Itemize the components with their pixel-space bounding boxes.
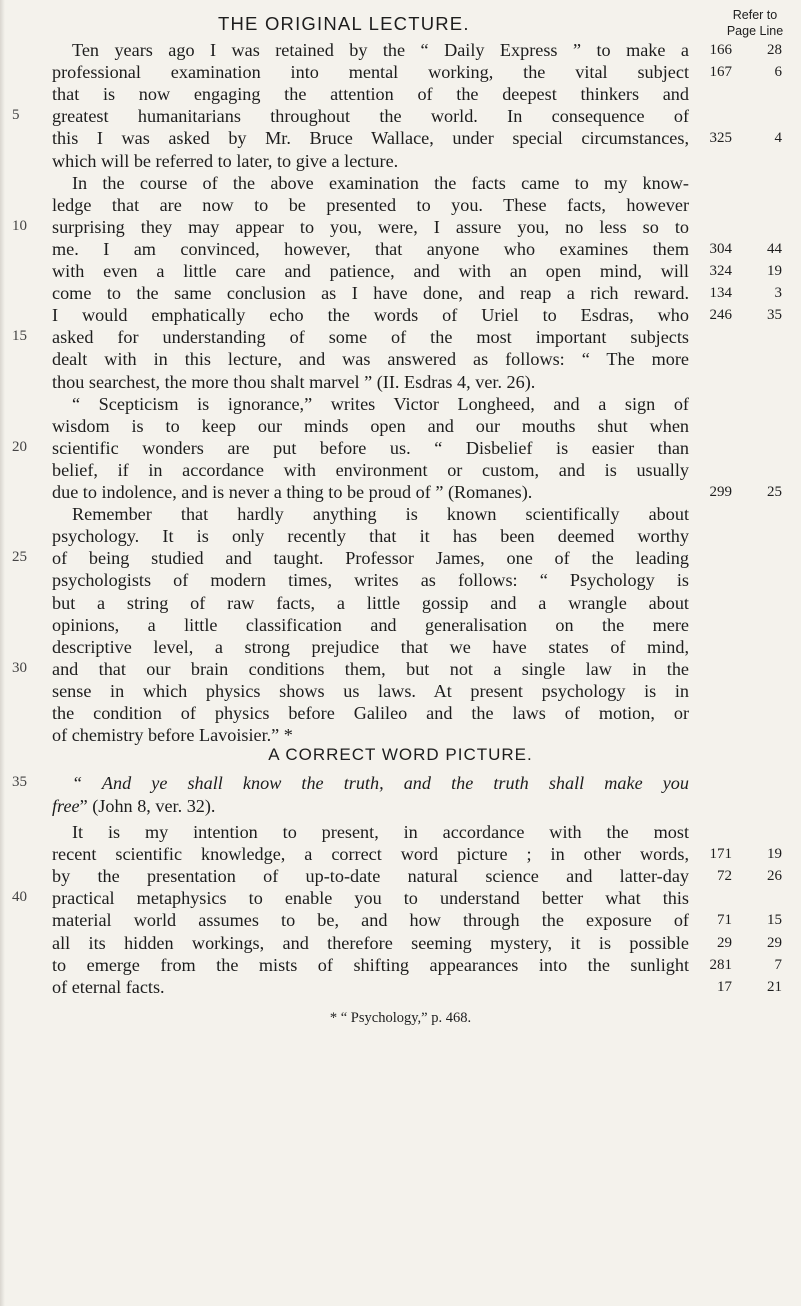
text-line [0,681,801,704]
body-text-line: which will be referred to later, to give a lecture. [52,150,399,171]
text-line [0,933,801,956]
text-line [0,195,801,218]
reference-line-number: 28 [767,42,782,58]
body-text-line: asked for understanding of some of the most important subjects [52,327,689,348]
reference-page-number: 171 [709,846,732,863]
body-text-line: the condition of physics before Galileo and the laws of motion, or [52,703,689,723]
body-text-line: Remember that hardly anything is known scientifically about [72,504,689,525]
text-line [0,548,801,571]
reference-line-number: 26 [767,868,782,885]
text-line [0,151,801,174]
body-text-line: descriptive level, a strong prejudice that we have states of mind, [52,636,689,657]
body-text-line: ledge that are now to be presented to you. These facts, however [52,194,689,215]
line-number: 35 [12,774,27,790]
text-line [0,349,801,372]
reference-line-number: 44 [767,240,782,257]
text-line [0,128,801,151]
text-line [0,659,801,682]
body-text-line: of being studied and taught. Professor James, one of the leading [52,548,689,569]
epigraph-line-2 [52,796,689,817]
text-line [0,460,801,483]
body-text-line: sense in which physics shows us laws. At present psychology is in [52,680,689,701]
text-line [0,977,801,1000]
refer-label-line-1: Refer to [732,8,778,22]
reference-page-number: 71 [717,912,732,929]
reference-page-number: 299 [709,484,732,500]
body-text-line: surprising they may appear to you, were, I assure you, no less so to [52,216,689,237]
body-text-line: psychology. It is only recently that it has been deemed worthy [52,526,689,547]
text-line [0,438,801,461]
text-line [0,327,801,350]
epigraph-italic-free: free [52,796,80,816]
body-text-line: me. I am convinced, however, that anyone who examines them [52,238,689,259]
body-text-line: greatest humanitarians throughout the world. In consequence of [52,106,689,127]
line-number: 40 [12,889,27,906]
text-line [0,773,801,796]
text-line [0,910,801,933]
text-line [0,482,801,505]
refer-to-column-label [710,7,800,39]
epigraph-citation: ” (John 8, ver. 32). [79,796,216,816]
text-line [0,593,801,616]
reference-line-number: 3 [774,285,782,302]
text-line [0,504,801,527]
reference-page-number: 167 [709,64,732,81]
text-line [0,888,801,911]
text-line [0,239,801,262]
reference-line-number: 21 [767,978,782,995]
line-number: 20 [12,438,27,455]
body-text-line: recent scientific knowledge, a correct word picture ; in other words, [52,844,689,865]
body-text-line: wisdom is to keep our minds open and our mouths shut when [52,415,689,436]
body-text-line: I would emphatically echo the words of Uriel to Esdras, who [52,305,689,326]
body-text-line: and that our brain conditions them, but not a single law in the [52,658,689,679]
body-text-line: of chemistry before Lavoisier.” * [52,725,293,746]
reference-line-number: 6 [774,64,782,81]
text-line [0,40,801,63]
body-text-line: material world assumes to be, and how through the exposure of [52,910,689,931]
text-line [0,261,801,284]
reference-page-number: 17 [717,978,732,995]
epigraph-line-1 [72,773,689,794]
reference-line-number: 35 [767,307,782,324]
reference-line-number: 29 [767,934,782,951]
body-text-line: In the course of the above examination the facts came to my know- [72,172,689,193]
body-text-line: It is my intention to present, in accordance with the most [72,822,689,842]
reference-page-number: 281 [709,956,732,973]
body-text-line: Ten years ago I was retained by the “ Daily Express ” to make a [72,40,689,60]
body-text-line: due to indolence, and is never a thing to be proud of ” (Romanes). [52,482,533,502]
body-text-line: all its hidden workings, and therefore seeming mystery, it is possible [52,932,689,953]
reference-line-number: 7 [774,956,782,973]
reference-page-number: 29 [717,934,732,951]
body-text-line: that is now engaging the attention of the deepest thinkers and [52,84,689,105]
body-text-line: come to the same conclusion as I have done, and reap a rich reward. [52,283,689,304]
body-text-line: practical metaphysics to enable you to understand better what this [52,888,689,909]
text-line [0,866,801,889]
reference-page-number: 324 [709,263,732,279]
line-number: 15 [12,328,27,345]
body-text-line: thou searchest, the more thou shalt marvel ” (II. Esdras 4, ver. 26). [52,371,536,392]
text-line [0,62,801,85]
text-line [0,416,801,439]
text-line [0,822,801,845]
body-text-line: this I was asked by Mr. Bruce Wallace, under special circumstances, [52,128,689,149]
text-line [0,526,801,549]
text-line [0,84,801,107]
text-line [0,394,801,417]
line-number: 10 [12,217,27,234]
body-text-line: “ Scepticism is ignorance,” writes Victor Longheed, and a sign of [72,393,689,414]
reference-line-number: 15 [767,912,782,929]
body-text-line: opinions, a little classification and generalisation on the mere [52,614,689,635]
text-line [0,844,801,867]
body-text-line: dealt with in this lecture, and was answered as follows: “ The more [52,349,689,370]
text-line [0,372,801,395]
reference-page-number: 166 [709,42,732,58]
body-text-line: to emerge from the mists of shifting appearances into the sunlight [52,954,689,975]
text-line [0,955,801,978]
reference-line-number: 19 [767,263,782,279]
reference-line-number: 19 [767,846,782,863]
text-line [0,106,801,129]
text-line [0,637,801,660]
body-text-line: professional examination into mental working, the vital subject [52,62,689,83]
text-line [0,703,801,726]
body-text-line: psychologists of modern times, writes as follows: “ Psychology is [52,570,689,591]
text-line [0,283,801,306]
reference-page-number: 72 [717,868,732,885]
text-line [0,305,801,328]
body-text-line: of eternal facts. [52,976,165,997]
reference-page-number: 134 [709,285,732,302]
text-line [0,173,801,196]
refer-label-line-2: Page Line [726,24,784,38]
section-heading: A CORRECT WORD PICTURE. [268,745,533,764]
body-text-line: with even a little care and patience, and with an open mind, will [52,261,689,281]
text-line [0,796,801,819]
text-line [0,570,801,593]
line-number: 5 [12,107,20,124]
reference-line-number: 25 [767,484,782,500]
reference-page-number: 246 [709,307,732,324]
reference-page-number: 304 [709,240,732,257]
text-line [0,217,801,240]
epigraph-italic: “ And ye shall know the truth, and the truth shall make you [72,773,689,793]
reference-line-number: 4 [774,130,782,147]
footnote: * “ Psychology,” p. 468. [329,1010,472,1026]
reference-page-number: 325 [709,130,732,147]
line-number: 30 [12,659,27,676]
text-line [0,615,801,638]
body-text-line: belief, if in accordance with environment or custom, and is usually [52,459,689,480]
running-title: THE ORIGINAL LECTURE. [218,13,470,34]
body-text-line: scientific wonders are put before us. “ Disbelief is easier than [52,437,689,458]
body-text-line: but a string of raw facts, a little gossip and a wrangle about [52,592,689,613]
body-text-line: by the presentation of up-to-date natural science and latter-day [52,866,689,887]
line-number: 25 [12,549,27,566]
